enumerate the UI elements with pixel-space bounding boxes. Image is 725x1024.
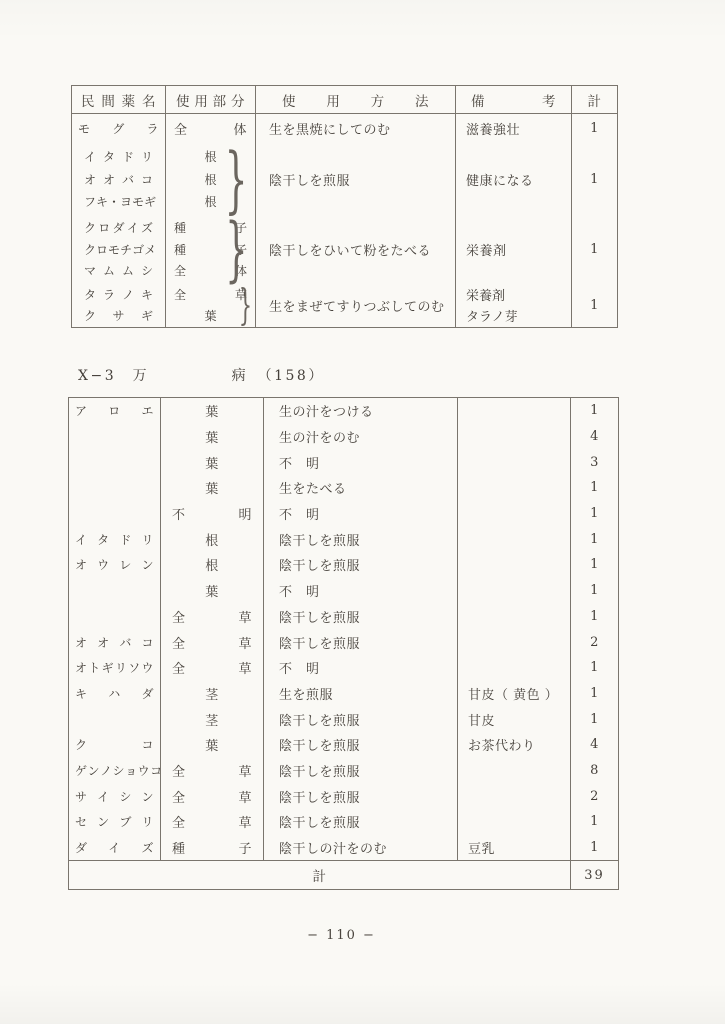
name-line: ク サ ギ	[84, 308, 153, 323]
parts-cell: 葉	[161, 424, 264, 450]
name-cell: オ ウ レ ン	[69, 552, 161, 578]
total-value-cell: 39	[584, 867, 605, 883]
total-cell: 1	[590, 685, 599, 701]
name-cell: イ タ ド リ	[69, 526, 161, 552]
total-cell: 1	[590, 608, 599, 624]
method-cell: 生を黒焼にしてのむ	[256, 114, 456, 143]
name-cell	[69, 706, 161, 732]
remarks-cell	[458, 758, 571, 784]
method-cell: 陰干しを煎服	[264, 706, 458, 732]
remarks-cell: お茶代わり	[458, 732, 571, 758]
name-line: フ キ ・ ヨ モ ギ	[84, 194, 157, 209]
parts-cell: 葉	[161, 398, 264, 424]
remarks-cell: 甘皮（ 黄色 ）	[458, 681, 571, 707]
remarks-cell	[458, 809, 571, 835]
remarks-cell	[458, 629, 571, 655]
remarks-cell	[458, 398, 571, 424]
table-row	[69, 449, 618, 475]
parts-cell: 根	[161, 526, 264, 552]
parts-cell: 不 明	[161, 501, 264, 527]
remarks-cell	[458, 501, 571, 527]
name-cell: ダ イ ズ	[69, 835, 161, 861]
table-row	[69, 604, 618, 630]
parts-cell: 全 草	[161, 655, 264, 681]
total-cell: 1	[590, 171, 599, 187]
part-line: 根	[204, 194, 217, 209]
parts-cell: 全 体	[166, 114, 256, 143]
name-cell	[72, 283, 166, 327]
parts-cell	[166, 143, 256, 215]
parts-cell: 葉	[161, 449, 264, 475]
table-row	[69, 501, 618, 527]
name-cell: ア ロ エ	[69, 398, 161, 424]
remark-line: タラノ芽	[466, 310, 518, 325]
remarks-cell	[458, 526, 571, 552]
method-cell: 陰干しを煎服	[264, 758, 458, 784]
method-cell: 陰干しを煎服	[264, 526, 458, 552]
total-cell: 2	[590, 788, 599, 804]
method-cell: 陰干しをひいて粉をたべる	[256, 215, 456, 283]
table-row-group	[72, 283, 617, 327]
table-row	[69, 526, 618, 552]
parts-cell: 葉	[161, 475, 264, 501]
name-line: タ ラ ノ キ	[84, 288, 153, 303]
table-row	[69, 629, 618, 655]
method-cell: 生を煎服	[264, 681, 458, 707]
folk-remedy-table-upper	[71, 85, 618, 328]
method-cell: 陰干しを煎服	[264, 629, 458, 655]
total-label-cell: 計	[69, 861, 571, 889]
table-row	[69, 681, 618, 707]
table-row-group	[72, 143, 617, 215]
method-cell: 不 明	[264, 449, 458, 475]
remarks-cell	[458, 604, 571, 630]
name-cell	[69, 501, 161, 527]
method-cell: 不 明	[264, 578, 458, 604]
method-cell: 不 明	[264, 655, 458, 681]
method-cell: 生をまぜてすりつぶしてのむ	[256, 283, 456, 327]
table-row	[69, 758, 618, 784]
method-cell: 陰干しを煎服	[264, 783, 458, 809]
parts-cell	[166, 215, 256, 283]
total-cell: 1	[590, 583, 599, 599]
parts-cell: 全 草	[161, 809, 264, 835]
name-cell	[69, 578, 161, 604]
parts-cell: 根	[161, 552, 264, 578]
total-cell: 2	[590, 634, 599, 650]
remarks-cell	[458, 552, 571, 578]
total-cell: 1	[590, 531, 599, 547]
name-cell	[69, 449, 161, 475]
name-cell	[69, 475, 161, 501]
remarks-cell	[458, 475, 571, 501]
name-cell	[72, 143, 166, 215]
total-cell: 1	[590, 711, 599, 727]
remarks-cell: 栄養剤	[456, 215, 572, 283]
total-cell: 1	[590, 557, 599, 573]
table-row	[69, 732, 618, 758]
part-line: 種 子	[174, 221, 247, 236]
table-row	[72, 114, 617, 143]
method-cell: 陰干しを煎服	[264, 809, 458, 835]
table-row	[69, 655, 618, 681]
name-cell: ゲ ン ノ シ ョ ウ コ	[69, 758, 161, 784]
name-line: ク ロ モ チ ゴ メ	[84, 242, 157, 257]
name-line: マ ム ム シ	[84, 263, 153, 278]
total-cell: 1	[590, 814, 599, 830]
part-line: 葉	[204, 308, 217, 323]
method-cell: 陰干しを煎服	[264, 732, 458, 758]
method-cell: 生をたべる	[264, 475, 458, 501]
method-cell: 陰干しを煎服	[264, 552, 458, 578]
name-cell: セ ン ブ リ	[69, 809, 161, 835]
remarks-cell: 豆乳	[458, 835, 571, 861]
table-row	[69, 475, 618, 501]
part-line: 全 草	[174, 288, 247, 303]
name-cell: ク コ	[69, 732, 161, 758]
method-cell: 不 明	[264, 501, 458, 527]
table-header-row	[72, 86, 617, 114]
parts-cell: 全 草	[161, 629, 264, 655]
part-line: 全 体	[174, 263, 247, 278]
name-line: イ タ ド リ	[84, 150, 153, 165]
parts-cell: 茎	[161, 706, 264, 732]
total-cell: 1	[590, 297, 599, 313]
parts-cell: 全 草	[161, 758, 264, 784]
table-row	[69, 424, 618, 450]
remarks-cell	[458, 783, 571, 809]
name-line: オ オ バ コ	[84, 172, 153, 187]
name-cell	[72, 215, 166, 283]
total-cell: 4	[590, 429, 599, 445]
remarks-cell: 甘皮	[458, 706, 571, 732]
remarks-cell	[456, 283, 572, 327]
remarks-cell	[458, 578, 571, 604]
page-number: − 110 −	[307, 928, 376, 943]
column-header-part-used: 使 用 部 分	[166, 86, 256, 113]
name-cell: キ ハ ダ	[69, 681, 161, 707]
name-line: ク ロ ダ イ ズ	[84, 221, 153, 236]
total-cell: 4	[590, 737, 599, 753]
remarks-cell	[458, 655, 571, 681]
total-cell: 1	[590, 121, 599, 136]
method-cell: 生の汁をつける	[264, 398, 458, 424]
column-header-folk-medicine-name: 民 間 薬 名	[72, 86, 166, 113]
total-cell: 3	[590, 454, 599, 470]
parts-cell: 茎	[161, 681, 264, 707]
column-header-usage-method: 使 用 方 法	[256, 86, 456, 113]
remark-line: 栄養剤	[466, 289, 506, 304]
parts-cell: 葉	[161, 578, 264, 604]
total-cell: 1	[590, 840, 599, 856]
method-cell: 陰干しを煎服	[264, 604, 458, 630]
name-cell: モ グ ラ	[72, 114, 166, 143]
name-cell	[69, 424, 161, 450]
table-row	[69, 552, 618, 578]
method-cell: 陰干しの汁をのむ	[264, 835, 458, 861]
remarks-cell	[458, 424, 571, 450]
total-cell: 8	[590, 762, 599, 778]
table-row	[69, 578, 618, 604]
parts-cell: 全 草	[161, 604, 264, 630]
table-row	[69, 706, 618, 732]
total-cell: 1	[590, 480, 599, 496]
total-cell: 1	[590, 506, 599, 522]
total-cell: 1	[590, 241, 599, 257]
total-cell: 1	[590, 660, 599, 676]
remarks-cell	[458, 449, 571, 475]
name-cell: オ オ バ コ	[69, 629, 161, 655]
remarks-cell: 滋養強壮	[456, 114, 572, 143]
section-heading: X−3 万 病 （158）	[78, 368, 325, 384]
table-row	[69, 398, 618, 424]
parts-cell	[166, 283, 256, 327]
method-cell: 陰干しを煎服	[256, 143, 456, 215]
column-header-total: 計	[587, 93, 602, 110]
name-cell: オ ト ギ リ ソ ウ	[69, 655, 161, 681]
table-row-group	[72, 215, 617, 283]
total-cell: 1	[590, 403, 599, 419]
remarks-cell: 健康になる	[456, 143, 572, 215]
table-total-row	[69, 860, 618, 889]
part-line: 根	[204, 172, 217, 187]
parts-cell: 葉	[161, 732, 264, 758]
table-row	[69, 783, 618, 809]
table-row	[69, 809, 618, 835]
name-cell	[69, 604, 161, 630]
method-cell: 生の汁をのむ	[264, 424, 458, 450]
part-line: 種 子	[174, 242, 247, 257]
parts-cell: 種 子	[161, 835, 264, 861]
parts-cell: 全 草	[161, 783, 264, 809]
table-row	[69, 835, 618, 861]
folk-remedy-table-main	[68, 397, 619, 890]
name-cell: サ イ シ ン	[69, 783, 161, 809]
part-line: 根	[204, 150, 217, 165]
column-header-remarks: 備 考	[456, 86, 572, 113]
